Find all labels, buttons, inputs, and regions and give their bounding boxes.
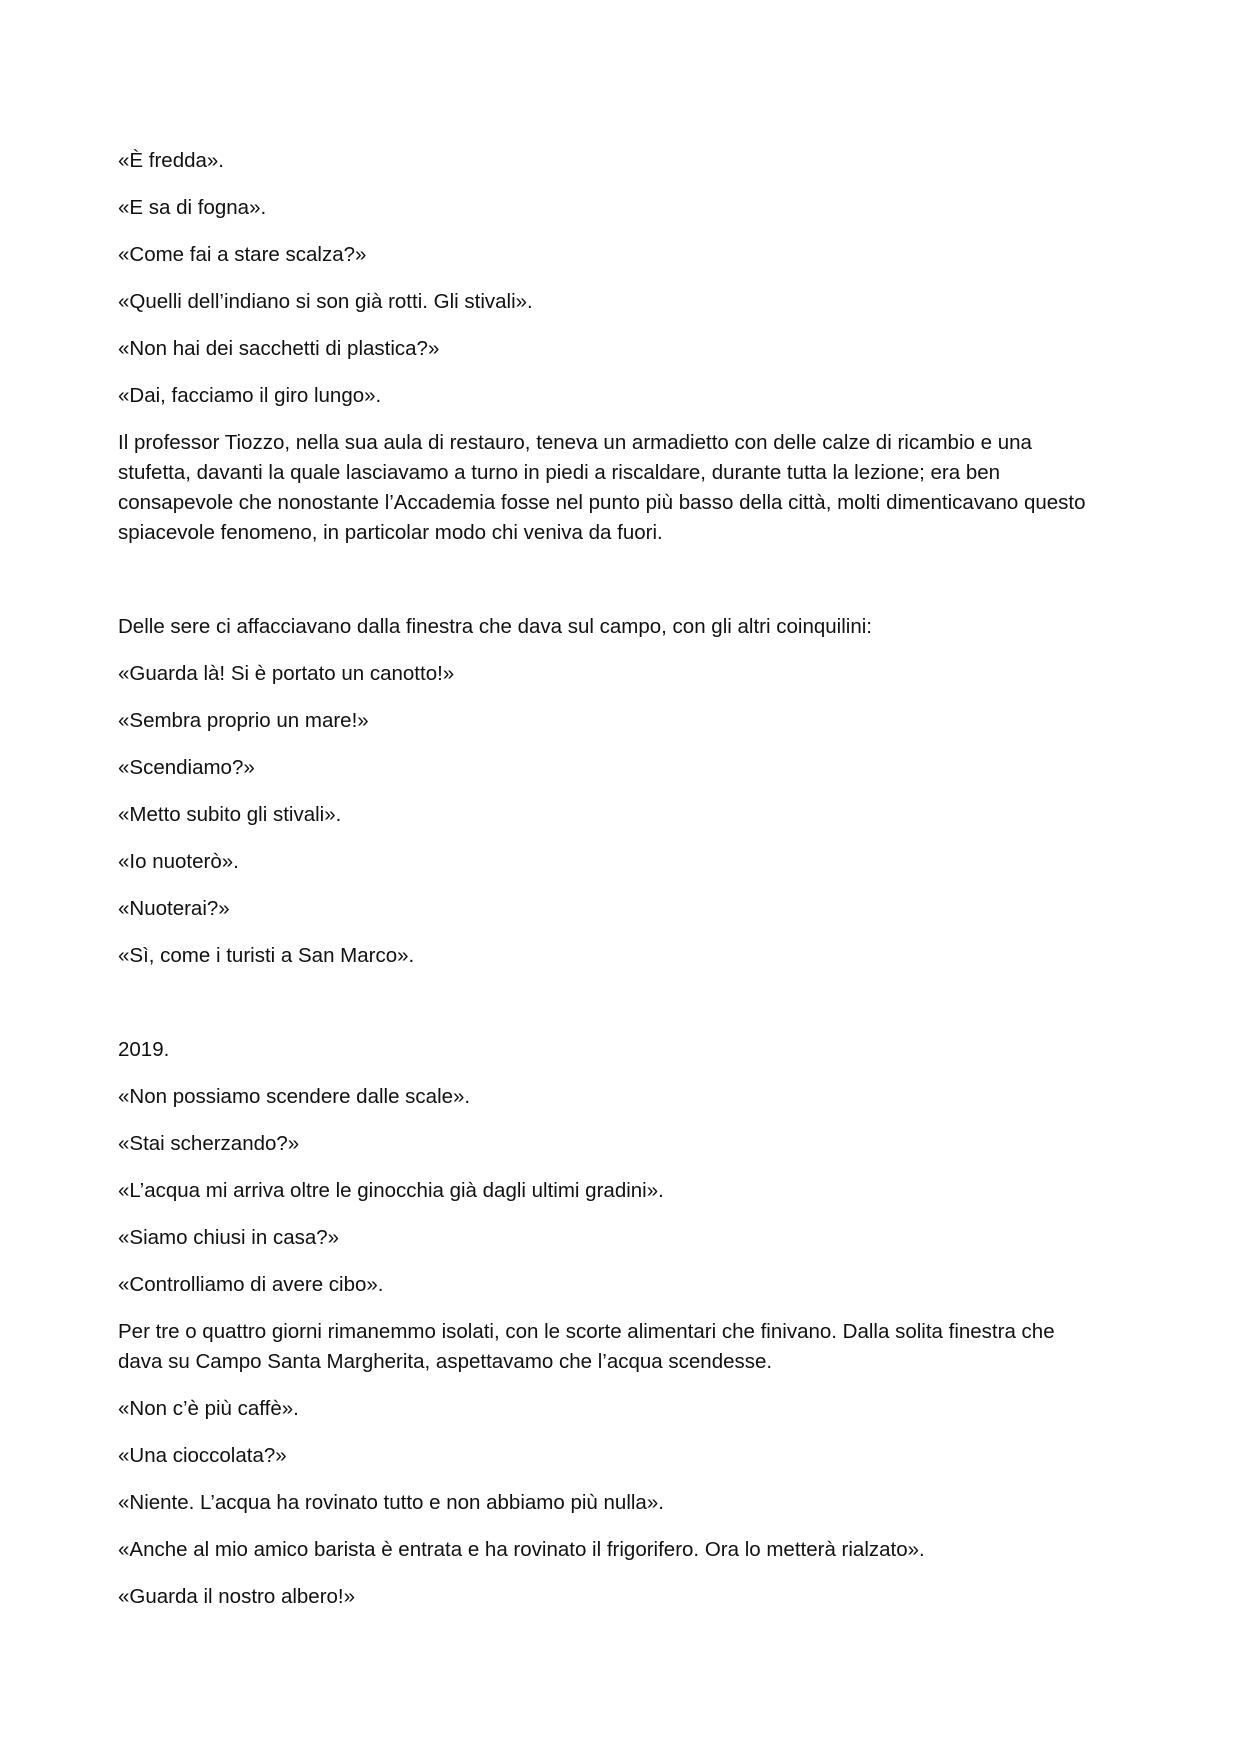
- dialogue-line: «Controlliamo di avere cibo».: [118, 1273, 384, 1296]
- dialogue-line: «Non hai dei sacchetti di plastica?»: [118, 337, 440, 360]
- dialogue-line: «È fredda».: [118, 149, 224, 172]
- dialogue-line: «Una cioccolata?»: [118, 1444, 287, 1467]
- dialogue-line: «Non c’è più caffè».: [118, 1397, 299, 1420]
- paragraph-line: Per tre o quattro giorni rimanemmo isolati, con le scorte alimentari che finivano. Dalla solita finestra che: [118, 1320, 1055, 1343]
- dialogue-line: «Io nuoterò».: [118, 850, 239, 873]
- dialogue-line: «Sì, come i turisti a San Marco».: [118, 944, 415, 967]
- dialogue-line: «Stai scherzando?»: [118, 1132, 300, 1155]
- paragraph-line: spiacevole fenomeno, in particolar modo chi veniva da fuori.: [118, 521, 663, 544]
- paragraph-line: stufetta, davanti la quale lasciavamo a turno in piedi a riscaldare, durante tutta la lezione; era ben: [118, 461, 1001, 484]
- narrative-paragraph: [118, 428, 1128, 548]
- paragraph-line: consapevole che nonostante l’Accademia fosse nel punto più basso della città, molti dimenticavano questo: [118, 491, 1086, 514]
- dialogue-line: «Scendiamo?»: [118, 756, 255, 779]
- dialogue-line: «Nuoterai?»: [118, 897, 230, 920]
- dialogue-line: «Sembra proprio un mare!»: [118, 709, 369, 732]
- paragraph-line: Il professor Tiozzo, nella sua aula di restauro, teneva un armadietto con delle calze di ricambio e una: [118, 431, 1032, 454]
- dialogue-line: «Dai, facciamo il giro lungo».: [118, 384, 382, 407]
- document-body: [118, 146, 1128, 1629]
- dialogue-line: «Guarda il nostro albero!»: [118, 1585, 356, 1608]
- section-spacer: [118, 988, 1128, 1035]
- dialogue-line: «Siamo chiusi in casa?»: [118, 1226, 340, 1249]
- year-heading: 2019.: [118, 1038, 170, 1061]
- section-spacer: [118, 565, 1128, 612]
- paragraph-line: dava su Campo Santa Margherita, aspettavamo che l’acqua scendesse.: [118, 1350, 773, 1373]
- dialogue-line: «Niente. L’acqua ha rovinato tutto e non abbiamo più nulla».: [118, 1491, 664, 1514]
- dialogue-line: «Guarda là! Si è portato un canotto!»: [118, 662, 455, 685]
- dialogue-line: «Metto subito gli stivali».: [118, 803, 342, 826]
- dialogue-line: «L’acqua mi arriva oltre le ginocchia già dagli ultimi gradini».: [118, 1179, 664, 1202]
- narrative-paragraph: [118, 1317, 1128, 1377]
- dialogue-line: «E sa di fogna».: [118, 196, 267, 219]
- dialogue-line: «Come fai a stare scalza?»: [118, 243, 367, 266]
- narrative-intro: Delle sere ci affacciavano dalla finestra che dava sul campo, con gli altri coinquilini:: [118, 615, 872, 638]
- dialogue-line: «Non possiamo scendere dalle scale».: [118, 1085, 471, 1108]
- dialogue-line: «Anche al mio amico barista è entrata e ha rovinato il frigorifero. Ora lo metterà rialzato».: [118, 1538, 925, 1561]
- dialogue-line: «Quelli dell’indiano si son già rotti. Gli stivali».: [118, 290, 533, 313]
